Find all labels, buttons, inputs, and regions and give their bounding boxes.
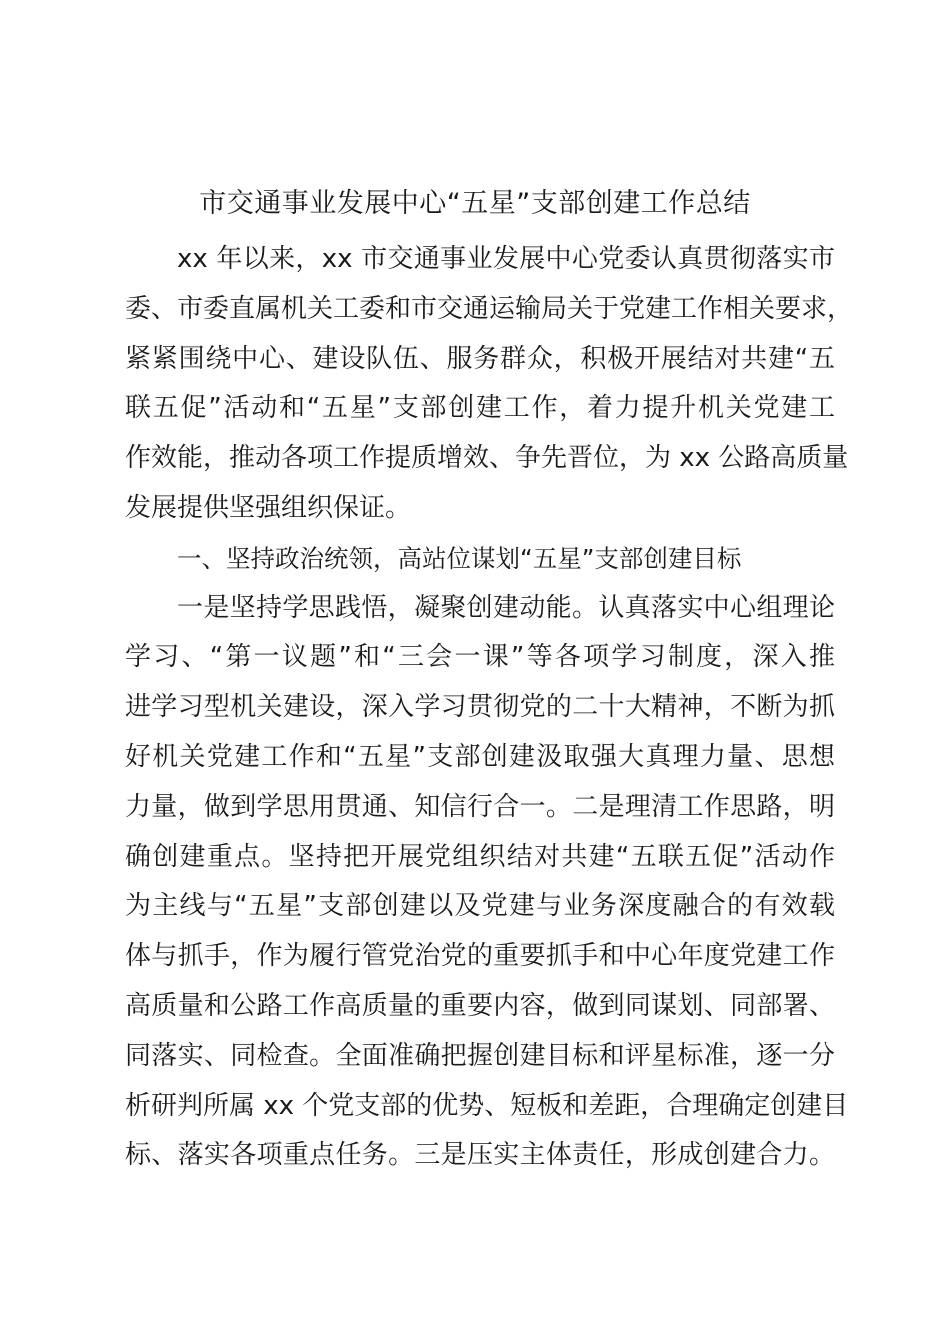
section-heading: 一、坚持政治统领，高站位谋划“五星”支部创建目标 bbox=[177, 543, 742, 573]
paragraph-line: 为主线与“五星”支部创建以及党建与业务深度融合的有效载 bbox=[125, 891, 835, 922]
paragraph-line: 高质量和公路工作高质量的重要内容，做到同谋划、同部署、 bbox=[125, 990, 835, 1021]
paragraph-line: xx 年以来，xx 市交通事业发展中心党委认真贯彻落实市 bbox=[177, 244, 835, 274]
paragraph-line: 析研判所属 xx 个党支部的优势、短板和差距，合理确定创建目 bbox=[125, 1090, 849, 1121]
paragraph-line: 同落实、同检查。全面准确把握创建目标和评星标准，逐一分 bbox=[125, 1040, 835, 1071]
paragraph-line: 联五促”活动和“五星”支部创建工作，着力提升机关党建工 bbox=[125, 393, 835, 424]
paragraph-line: 紧紧围绕中心、建设队伍、服务群众，积极开展结对共建“五 bbox=[125, 343, 835, 374]
paragraph-line: 一是坚持学思践悟，凝聚创建动能。认真落实中心组理论 bbox=[177, 592, 835, 623]
paragraph-line: 好机关党建工作和“五星”支部创建汲取强大真理力量、思想 bbox=[125, 741, 835, 772]
paragraph-line: 进学习型机关建设，深入学习贯彻党的二十大精神，不断为抓 bbox=[125, 692, 835, 723]
paragraph-line: 作效能，推动各项工作提质增效、争先晋位，为 xx 公路高质量 bbox=[125, 443, 849, 474]
paragraph-line: 标、落实各项重点任务。三是压实主体责任，形成创建合力。 bbox=[125, 1140, 835, 1171]
paragraph-line: 委、市委直属机关工委和市交通运输局关于党建工作相关要求， bbox=[125, 293, 854, 324]
paragraph-line: 学习、“第一议题”和“三会一课”等各项学习制度，深入推 bbox=[125, 642, 835, 673]
document-body bbox=[125, 235, 854, 1181]
document-title: 市交通事业发展中心“五星”支部创建工作总结 bbox=[199, 188, 751, 219]
paragraph-line: 发展提供坚强组织保证。 bbox=[125, 492, 412, 523]
paragraph-line: 体与抓手，作为履行管党治党的重要抓手和中心年度党建工作 bbox=[125, 941, 835, 972]
paragraph-line: 力量，做到学思用贯通、知信行合一。二是理清工作思路，明 bbox=[125, 791, 835, 822]
paragraph-line: 确创建重点。坚持把开展党组织结对共建“五联五促”活动作 bbox=[125, 841, 835, 872]
